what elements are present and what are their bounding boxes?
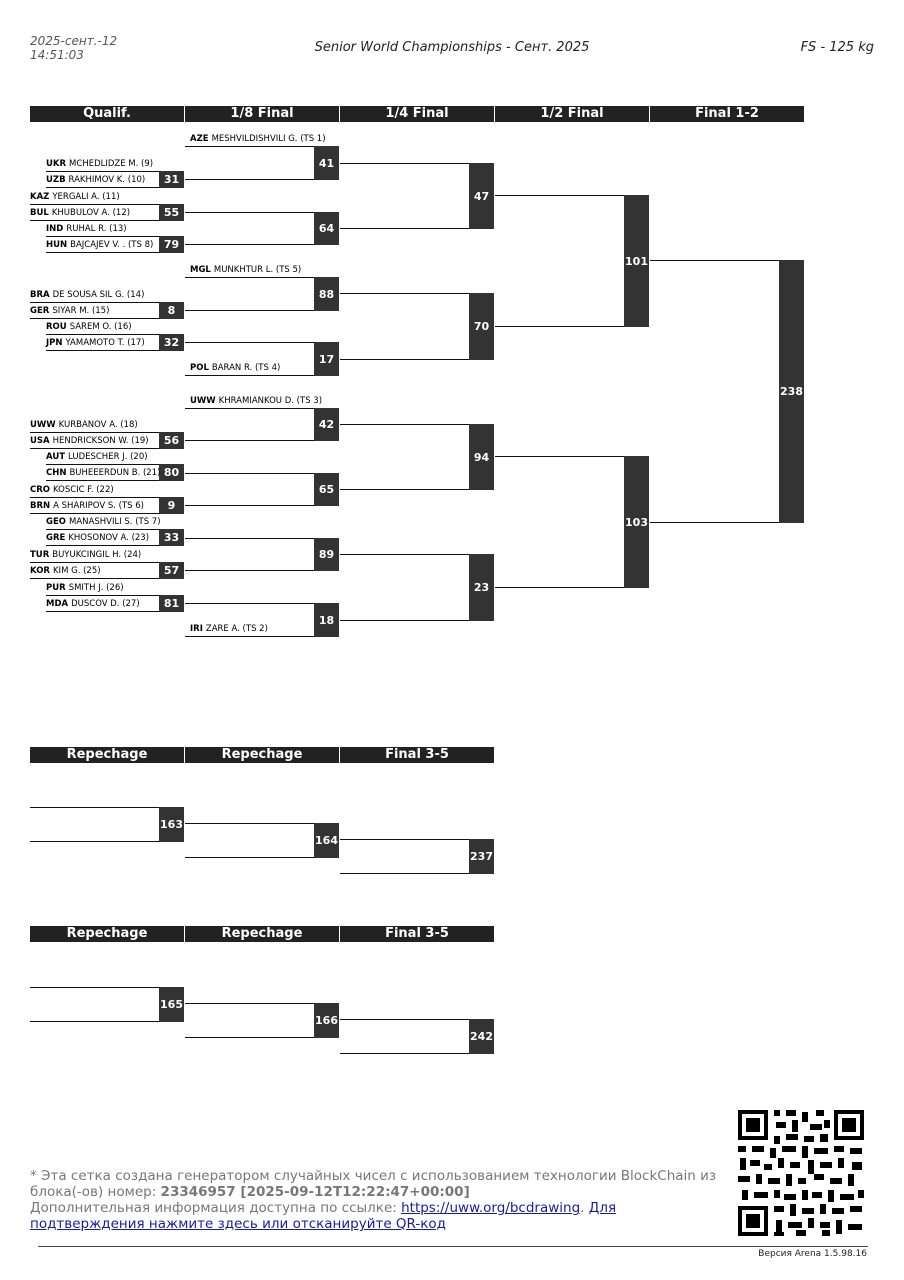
bout-number[interactable]: 166 [314, 1003, 339, 1038]
nation-code: HUN [46, 240, 68, 250]
nation-code: UKR [46, 159, 67, 169]
bout-number[interactable]: 42 [314, 408, 339, 441]
bout-number[interactable]: 41 [314, 146, 339, 180]
bout-number[interactable]: 103 [624, 456, 649, 588]
footnote-sep: . [580, 1200, 589, 1216]
bout-number[interactable]: 163 [159, 807, 184, 842]
wrestler-name: YAMAMOTO T. (17) [65, 338, 145, 348]
bout-number[interactable]: 65 [314, 473, 339, 506]
nation-code: ROU [46, 322, 67, 332]
wrestler-entry [30, 566, 170, 577]
wrestler-entry [30, 550, 170, 561]
bout-number[interactable]: 88 [314, 277, 339, 311]
wrestler-name: BAJCAJEV V. . (TS 8) [70, 240, 154, 250]
wrestler-entry [46, 175, 170, 186]
nation-code: IRI [190, 624, 203, 634]
wrestler-entry [30, 501, 170, 512]
nation-code: BRN [30, 501, 51, 511]
wrestler-name: DUSCOV D. (27) [71, 599, 140, 609]
nation-code: CHN [46, 468, 67, 478]
bout-number[interactable]: 18 [314, 603, 339, 637]
wrestler-name: MUNKHTUR L. (TS 5) [213, 265, 302, 275]
bout-number[interactable]: 81 [159, 595, 184, 612]
bout-number[interactable]: 94 [469, 424, 494, 490]
bout-number[interactable]: 17 [314, 342, 339, 376]
bout-number[interactable]: 56 [159, 432, 184, 449]
nation-code: KAZ [30, 192, 50, 202]
wrestler-entry [30, 485, 170, 496]
bout-number[interactable]: 33 [159, 529, 184, 546]
wrestler-entry [190, 396, 323, 407]
page-title: Senior World Championships - Сент. 2025 [314, 40, 590, 55]
bout-number[interactable]: 242 [469, 1019, 494, 1054]
wrestler-entry [190, 624, 308, 635]
wrestler-entry [30, 208, 170, 219]
bout-number[interactable]: 237 [469, 839, 494, 874]
wrestler-entry [190, 265, 308, 276]
wrestler-entry [30, 436, 170, 447]
wrestler-name: A SHARIPOV S. (TS 6) [53, 501, 144, 511]
nation-code: POL [190, 363, 209, 373]
bout-number[interactable]: 80 [159, 464, 184, 481]
wrestler-entry [30, 192, 170, 203]
wrestler-name: BUYUKCINGIL H. (24) [52, 550, 142, 560]
header-bronze-1: Final 3-5 [340, 747, 494, 763]
wrestler-name: YERGALI A. (11) [52, 192, 120, 202]
block-number: 23346957 [2025-09-12T12:22:47+00:00] [160, 1184, 470, 1200]
wrestler-entry [46, 583, 170, 594]
wrestler-name: KURBANOV A. (18) [58, 420, 138, 430]
wrestler-name: DE SOUSA SIL G. (14) [52, 290, 145, 300]
header-final: Final 1-2 [650, 106, 804, 122]
bout-number[interactable]: 57 [159, 562, 184, 579]
nation-code: UWW [30, 420, 56, 430]
wrestler-entry [46, 599, 170, 610]
bout-number[interactable]: 238 [779, 260, 804, 523]
nation-code: GRE [46, 533, 66, 543]
nation-code: BRA [30, 290, 50, 300]
bout-number[interactable]: 23 [469, 554, 494, 621]
bout-number[interactable]: 32 [159, 334, 184, 351]
nation-code: GER [30, 306, 50, 316]
wrestler-entry [190, 363, 308, 374]
wrestler-entry [46, 224, 170, 235]
wrestler-name: RUHAL R. (13) [66, 224, 127, 234]
nation-code: GEO [46, 517, 67, 527]
wrestler-entry [46, 240, 170, 251]
footnote-text: * Эта сетка создана генератором случайных чисел с использованием технологии BlockChain из блока(-ов) номер: [30, 1168, 717, 1200]
nation-code: KOR [30, 566, 50, 576]
wrestler-name: KIM G. (25) [52, 566, 101, 576]
bout-number[interactable]: 164 [314, 823, 339, 858]
nation-code: MDA [46, 599, 69, 609]
nation-code: USA [30, 436, 50, 446]
wrestler-name: BUHEEERDUN B. (21) [69, 468, 161, 478]
nation-code: TUR [30, 550, 50, 560]
wrestler-name: SAREM O. (16) [69, 322, 132, 332]
bout-number[interactable]: 101 [624, 195, 649, 327]
nation-code: AUT [46, 452, 66, 462]
wrestler-name: BARAN R. (TS 4) [211, 363, 281, 373]
bout-number[interactable]: 70 [469, 293, 494, 360]
bcdrawing-link[interactable]: https://uww.org/bcdrawing [401, 1200, 581, 1216]
wrestler-name: KHRAMIANKOU D. (TS 3) [218, 396, 323, 406]
bout-number[interactable]: 31 [159, 171, 184, 188]
wrestler-name: KOSCIC F. (22) [53, 485, 114, 495]
version-label: Версия Arena 1.5.98.16 [758, 1249, 867, 1259]
nation-code: JPN [46, 338, 63, 348]
verify-link[interactable]: Для подтверждения нажмите здесь или отсканируйте QR-код [30, 1200, 617, 1232]
wrestler-entry [46, 159, 170, 170]
wrestler-entry [46, 517, 170, 528]
wrestler-name: MANASHVILI S. (TS 7) [69, 517, 161, 527]
nation-code: UWW [190, 396, 216, 406]
wrestler-entry [46, 322, 170, 333]
wrestler-entry [46, 533, 170, 544]
header-date: 2025-сент.-12 [30, 34, 118, 48]
wrestler-name: KHOSONOV A. (23) [68, 533, 150, 543]
header-repechage-2b: Repechage [185, 926, 339, 942]
nation-code: IND [46, 224, 64, 234]
footnote-info: Дополнительная информация доступна по ссылке: [30, 1200, 402, 1216]
wrestler-entry [46, 452, 170, 463]
weight-category: FS - 125 kg [800, 40, 874, 55]
wrestler-entry [30, 290, 170, 301]
header-repechage-1a: Repechage [30, 747, 184, 763]
wrestler-name: RAKHIMOV K. (10) [68, 175, 146, 185]
header-time: 14:51:03 [30, 48, 84, 62]
bout-number[interactable]: 8 [159, 302, 184, 319]
header-qualif: Qualif. [30, 106, 184, 122]
nation-code: UZB [46, 175, 66, 185]
footer-rule [38, 1246, 868, 1247]
wrestler-name: SIYAR M. (15) [52, 306, 110, 316]
bout-number[interactable]: 79 [159, 236, 184, 253]
wrestler-entry [30, 420, 170, 431]
wrestler-name: HENDRICKSON W. (19) [52, 436, 149, 446]
wrestler-name: SMITH J. (26) [68, 583, 124, 593]
nation-code: PUR [46, 583, 66, 593]
nation-code: MGL [190, 265, 211, 275]
qr-code[interactable] [736, 1108, 866, 1238]
wrestler-name: MESHVILDISHVILI G. (TS 1) [211, 134, 326, 144]
bout-number[interactable]: 55 [159, 204, 184, 221]
bout-number[interactable]: 165 [159, 987, 184, 1022]
wrestler-name: KHUBULOV A. (12) [51, 208, 131, 218]
bout-number[interactable]: 89 [314, 538, 339, 571]
header-eighth-final: 1/8 Final [185, 106, 339, 122]
header-bronze-2: Final 3-5 [340, 926, 494, 942]
bout-number[interactable]: 9 [159, 497, 184, 514]
footnote [30, 1168, 720, 1232]
wrestler-entry [46, 468, 170, 479]
nation-code: CRO [30, 485, 51, 495]
header-repechage-1b: Repechage [185, 747, 339, 763]
wrestler-entry [30, 306, 170, 317]
bout-number[interactable]: 64 [314, 212, 339, 245]
nation-code: AZE [190, 134, 209, 144]
wrestler-entry [190, 134, 326, 145]
wrestler-name: LUDESCHER J. (20) [68, 452, 148, 462]
wrestler-name: MCHEDLIDZE M. (9) [69, 159, 154, 169]
wrestler-entry [46, 338, 170, 349]
bout-number[interactable]: 47 [469, 163, 494, 229]
header-repechage-2a: Repechage [30, 926, 184, 942]
header-quarter-final: 1/4 Final [340, 106, 494, 122]
header-semi-final: 1/2 Final [495, 106, 649, 122]
nation-code: BUL [30, 208, 49, 218]
wrestler-name: ZARE A. (TS 2) [205, 624, 268, 634]
